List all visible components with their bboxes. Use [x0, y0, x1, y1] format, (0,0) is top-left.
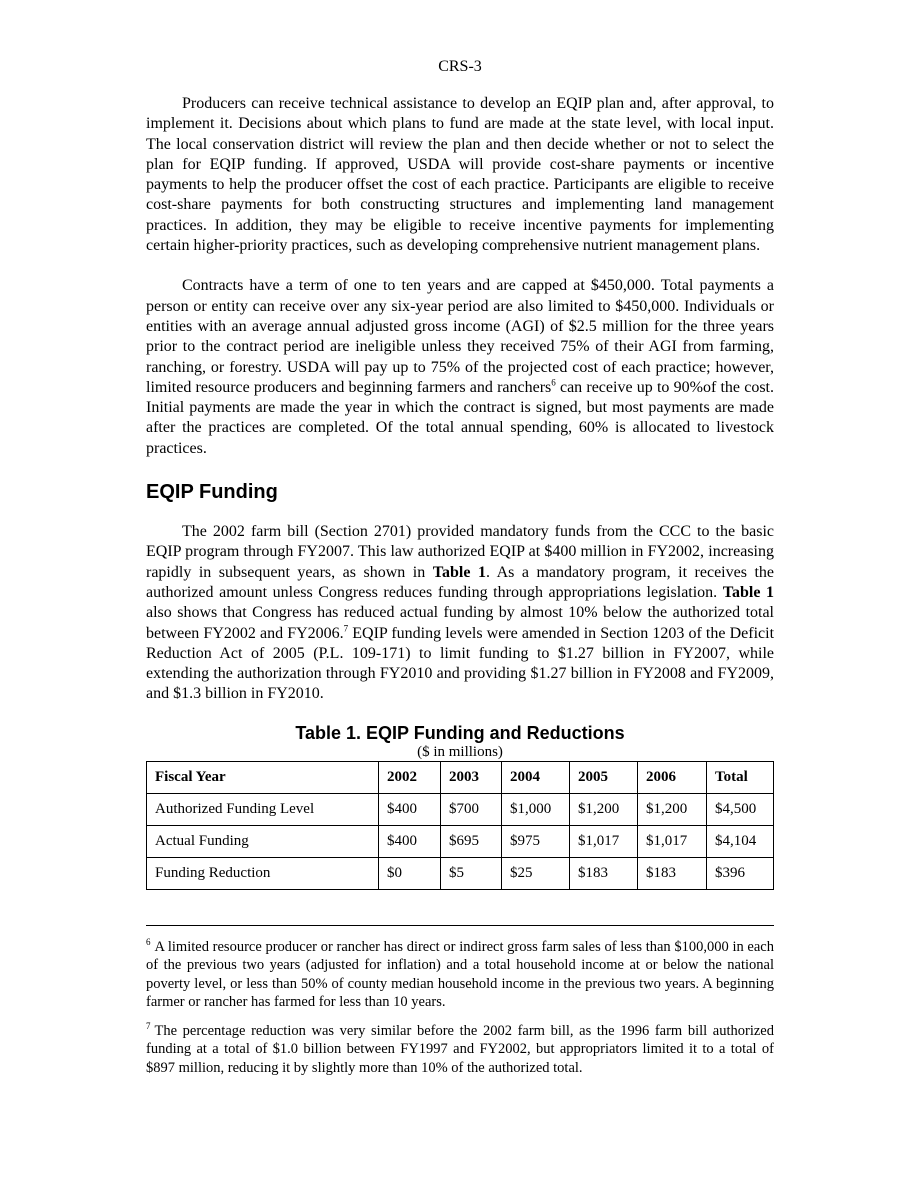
- footnote-6: [146, 938, 774, 1012]
- table-cell: $1,200: [570, 793, 638, 825]
- table-cell: $4,500: [707, 793, 774, 825]
- page-header: CRS-3: [438, 58, 482, 75]
- footnote-divider: [146, 925, 774, 926]
- header-cell: 2005: [570, 761, 638, 793]
- paragraph-contracts-text-a: Contracts have a term of one to ten years and are capped at $450,000. Total payments a person or entity can receive over any six-year period are also limited to $450,000. Individuals or entities with an average annual adjusted gross income (AGI) of $2.5 million for the three years prior to the contract period are ineligible unless they received 75% of their AGI from farming, ranching, or forestry. USDA will pay up to 75% of the projected cost of each practice; however, limited resource producers and beginning farmers and ranchers: [146, 277, 774, 396]
- section-heading-eqip-funding: EQIP Funding: [146, 481, 278, 504]
- table-cell: $396: [707, 857, 774, 889]
- table-cell: Actual Funding: [147, 825, 379, 857]
- paragraph-contracts-text-b: can receive up to 90%of the cost. Initial payments are made the year in which the contract is signed, but most payments are made after the practices are completed. Of the total annual spending, 60% is allocated to livestock practices.: [146, 378, 774, 457]
- footnote-ref-6[interactable]: 6: [551, 377, 556, 388]
- table-row: [147, 825, 774, 857]
- paragraph-funding-text-d: EQIP funding levels were amended in Section 1203 of the Deficit Reduction Act of 2005 (P.L. 109-171) to limit funding to $1.27 billion in FY2007, while extending the authorization through FY2010 and providing $1.27 billion in FY2008 and FY2009, and $1.3 billion in FY2010.: [146, 624, 775, 703]
- table-cell: $400: [379, 825, 441, 857]
- table-reference-2: Table 1: [722, 583, 774, 601]
- paragraph-funding: [146, 522, 774, 705]
- table-cell: Authorized Funding Level: [147, 793, 379, 825]
- table-cell: $1,017: [638, 825, 707, 857]
- table-cell: $700: [441, 793, 502, 825]
- footnote-mark: 7: [146, 1020, 151, 1031]
- table-cell: $1,200: [638, 793, 707, 825]
- header-cell: Fiscal Year: [147, 761, 379, 793]
- header-cell: 2004: [502, 761, 570, 793]
- table-cell: $4,104: [707, 825, 774, 857]
- table-cell: $183: [638, 857, 707, 889]
- footnote-text: A limited resource producer or rancher has direct or indirect gross farm sales of less than $100,000 in each of the previous two years (adjusted for inflation) and a total household income at or below the national poverty level, or less than 50% of county median household income in the previous two years. A beginning farmer or rancher has farmed for less than 10 years.: [146, 938, 774, 1011]
- table-cell: $5: [441, 857, 502, 889]
- header-cell: 2006: [638, 761, 707, 793]
- header-cell: 2002: [379, 761, 441, 793]
- paragraph-funding-text-c: also shows that Congress has reduced actual funding by almost 10% below the authorized total between FY2002 and FY2006.: [146, 604, 774, 642]
- paragraph-funding-text-a: The 2002 farm bill (Section 2701) provided mandatory funds from the CCC to the basic EQIP program through FY2007. This law authorized EQIP at $400 million in FY2002, increasing rapidly in subsequent years, as shown in: [146, 523, 774, 581]
- table-cell: $1,000: [502, 793, 570, 825]
- table-cell: $0: [379, 857, 441, 889]
- table-cell: $25: [502, 857, 570, 889]
- footnote-ref-7[interactable]: 7: [343, 623, 349, 634]
- table-title: Table 1. EQIP Funding and Reductions: [295, 722, 625, 743]
- header-cell: Total: [707, 761, 774, 793]
- table-cell: Funding Reduction: [147, 857, 379, 889]
- paragraph-contracts: [146, 276, 774, 459]
- table-row: [147, 793, 774, 825]
- paragraph-technical-assistance: Producers can receive technical assistance to develop an EQIP plan and, after approval, to implement it. Decisions about which plans to fund are made at the state level, with local input. The local conservation district will review the plan and then decide whether or not to select the plan for EQIP funding. If approved, USDA will provide cost-share payments or incentive payments to help the producer offset the cost of each practice. Participants are eligible to receive cost-share payments for both constructing structures and implementing land management practices. In addition, they may be eligible to receive incentive payments for implementing certain higher-priority practices, such as developing comprehensive nutrient management plans.: [146, 95, 774, 255]
- footnote-text: The percentage reduction was very similar before the 2002 farm bill, as the 1996 farm bill authorized funding at a total of $1.0 billion between FY1997 and FY2002, but appropriators limited it to a total of $897 million, reducing it by slightly more than 10% of the authorized total.: [146, 1022, 774, 1076]
- table-header-row: [147, 761, 774, 793]
- funding-table: [146, 761, 774, 890]
- table-cell: $975: [502, 825, 570, 857]
- table-cell: $183: [570, 857, 638, 889]
- table-row: [147, 857, 774, 889]
- table-subtitle: ($ in millions): [417, 743, 503, 760]
- header-cell: 2003: [441, 761, 502, 793]
- document-page: [146, 0, 774, 1077]
- table-cell: $1,017: [570, 825, 638, 857]
- paragraph-funding-text-b: . As a mandatory program, it receives the authorized amount unless Congress reduces funding through appropriations legislation.: [146, 563, 775, 601]
- footnote-mark: 6: [146, 936, 151, 947]
- footnote-7: [146, 1022, 774, 1078]
- table-cell: $695: [441, 825, 502, 857]
- table-reference-1: Table 1: [432, 563, 486, 581]
- table-cell: $400: [379, 793, 441, 825]
